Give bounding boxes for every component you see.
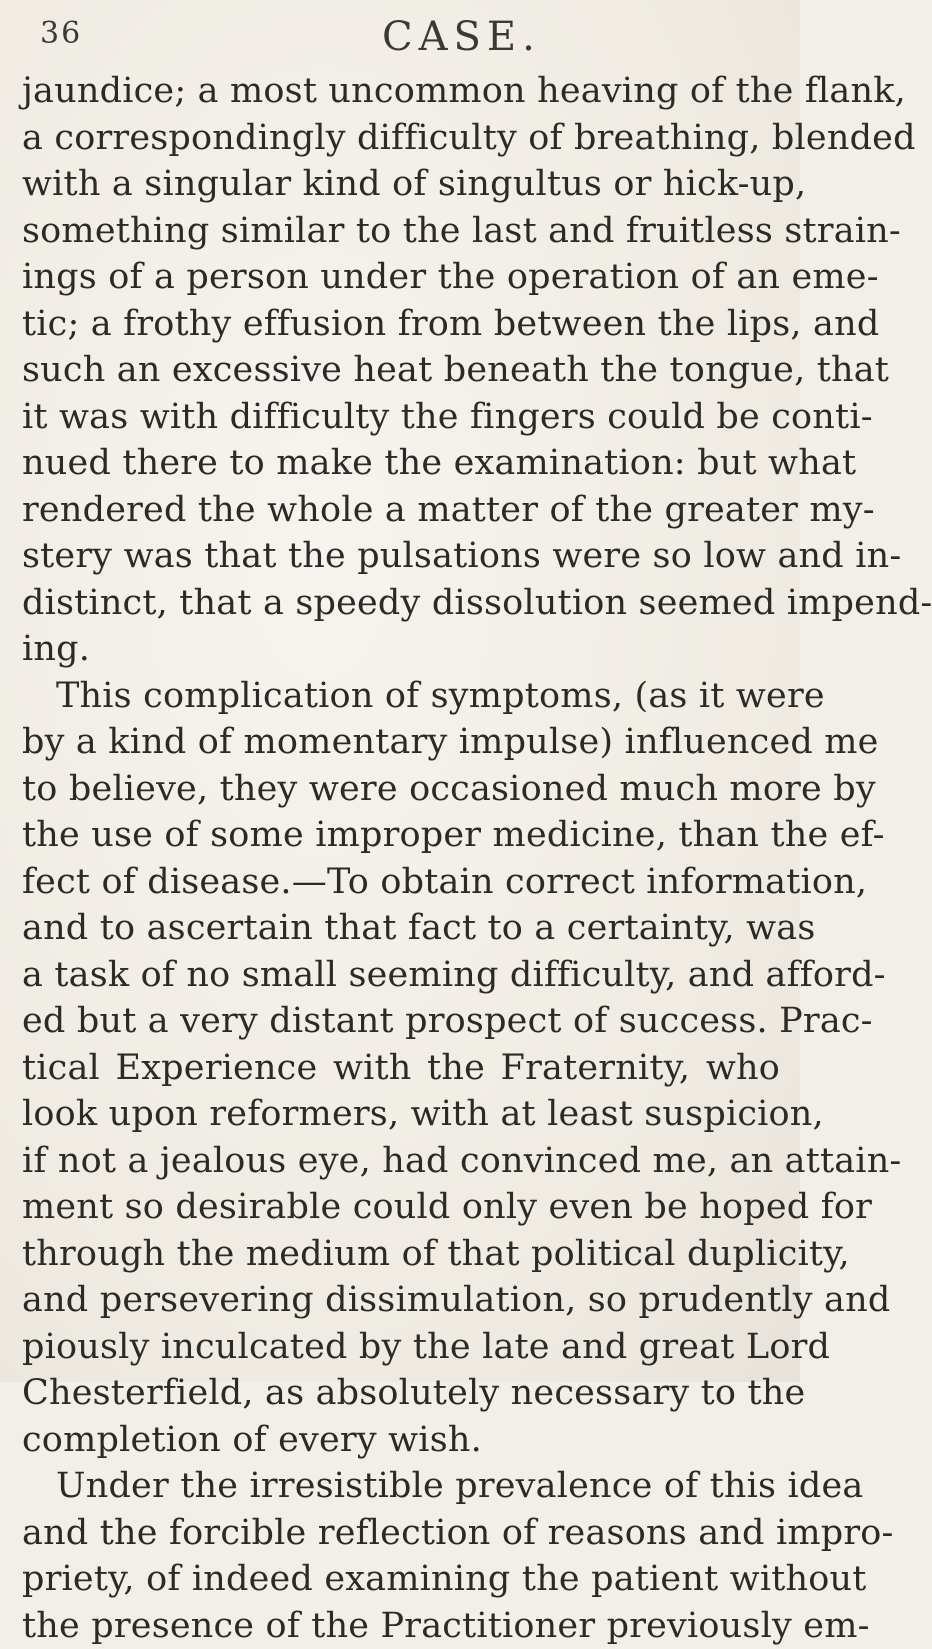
text-line: the use of some improper medicine, than the ef- [22, 812, 780, 859]
paragraph-start-line: This complication of symptoms, (as it were [22, 673, 780, 720]
text-line: ment so desirable could only even be hoped for [22, 1184, 780, 1231]
text-line: tic; a frothy effusion from between the lips, and [22, 301, 780, 348]
body-text [22, 68, 780, 1649]
text-line: the presence of the Practitioner previously em- [22, 1603, 780, 1649]
text-line: ed but a very distant prospect of success. Prac- [22, 998, 780, 1045]
text-line: something similar to the last and fruitless strain- [22, 208, 780, 255]
text-line: and the forcible reflection of reasons and impro- [22, 1510, 780, 1557]
text-line: through the medium of that political duplicity, [22, 1231, 780, 1278]
text-line: nued there to make the examination: but what [22, 440, 780, 487]
text-line: and to ascertain that fact to a certainty, was [22, 905, 780, 952]
text-line: a task of no small seeming difficulty, and afford- [22, 952, 780, 999]
text-line: by a kind of momentary impulse) influenced me [22, 719, 780, 766]
text-line: look upon reformers, with at least suspicion, [22, 1091, 780, 1138]
running-head: CASE. [382, 14, 541, 60]
text-line: ing. [22, 626, 780, 673]
text-line: piously inculcated by the late and great Lord [22, 1324, 780, 1371]
text-line: a correspondingly difficulty of breathing, blended [22, 115, 780, 162]
text-line: to believe, they were occasioned much more by [22, 766, 780, 813]
text-line: stery was that the pulsations were so low and in- [22, 533, 780, 580]
text-line: if not a jealous eye, had convinced me, an attain- [22, 1138, 780, 1185]
text-line: distinct, that a speedy dissolution seemed impend- [22, 580, 780, 627]
text-line: fect of disease.—To obtain correct information, [22, 859, 780, 906]
text-line: such an excessive heat beneath the tongue, that [22, 347, 780, 394]
text-line: ings of a person under the operation of an eme- [22, 254, 780, 301]
text-line: jaundice; a most uncommon heaving of the flank, [22, 68, 780, 115]
page-number: 36 [40, 16, 82, 51]
text-line: tical Experience with the Fraternity, who [22, 1045, 780, 1092]
text-line: completion of every wish. [22, 1417, 780, 1464]
page-header [22, 12, 780, 82]
text-line: priety, of indeed examining the patient without [22, 1556, 780, 1603]
text-line: and persevering dissimulation, so prudently and [22, 1277, 780, 1324]
text-line: it was with difficulty the fingers could be conti- [22, 394, 780, 441]
text-line: rendered the whole a matter of the greater my- [22, 487, 780, 534]
text-line: with a singular kind of singultus or hick-up, [22, 161, 780, 208]
text-line: Chesterfield, as absolutely necessary to the [22, 1370, 780, 1417]
paragraph-start-line: Under the irresistible prevalence of this idea [22, 1463, 780, 1510]
